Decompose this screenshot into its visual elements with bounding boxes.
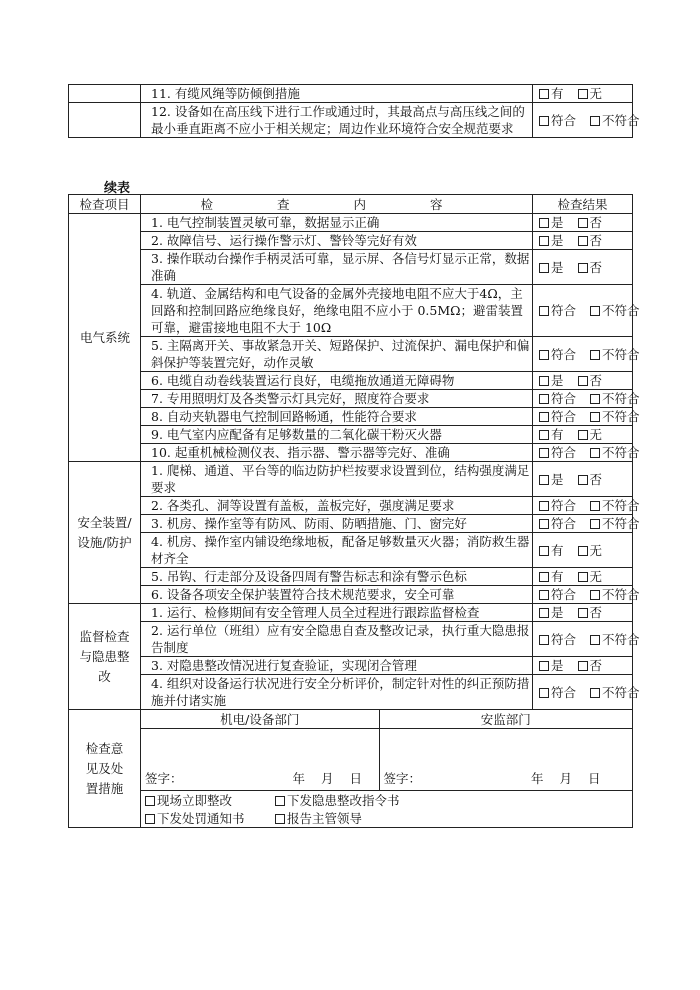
action-row	[69, 791, 633, 810]
checkbox-icon[interactable]	[590, 412, 600, 422]
checkbox-icon[interactable]	[590, 448, 600, 458]
result-cell[interactable]	[533, 657, 633, 675]
checkbox-icon[interactable]	[590, 590, 600, 600]
result-cell[interactable]	[533, 675, 640, 710]
top-table	[68, 84, 640, 138]
table-row	[69, 285, 633, 337]
option-label: 无	[589, 542, 603, 558]
sign-right[interactable]: 签字： 年 月 日	[379, 729, 632, 791]
table-row	[69, 675, 633, 710]
sign-left[interactable]: 签字： 年 月 日	[141, 729, 379, 791]
result-cell[interactable]	[533, 285, 640, 337]
checkbox-icon[interactable]	[578, 218, 588, 228]
option-label: 无	[589, 427, 603, 442]
checkbox-icon[interactable]	[578, 608, 588, 618]
checkbox-icon[interactable]	[578, 376, 588, 386]
option-label: 不符合	[602, 346, 640, 362]
checkbox-icon[interactable]	[539, 263, 549, 273]
action-row	[69, 809, 633, 828]
table-row	[69, 250, 633, 285]
checkbox-icon[interactable]	[275, 796, 285, 806]
option-label: 不符合	[602, 409, 640, 424]
checkbox-icon[interactable]	[539, 350, 549, 360]
option-label: 不符合	[602, 391, 640, 406]
option-label: 不符合	[602, 587, 640, 602]
checkbox-icon[interactable]	[578, 89, 588, 99]
table-row	[69, 103, 633, 138]
checkbox-icon[interactable]	[539, 501, 549, 511]
table-row	[69, 85, 633, 103]
checkbox-icon[interactable]	[578, 661, 588, 671]
action-penalty[interactable]: 下发处罚通知书	[145, 810, 275, 827]
checkbox-icon[interactable]	[539, 688, 549, 698]
checkbox-icon[interactable]	[145, 796, 155, 806]
table-row	[69, 586, 633, 604]
header-content: 检 查 内 容	[141, 195, 533, 214]
option-label: 否	[589, 259, 603, 275]
dept-left: 机电/设备部门	[141, 710, 379, 729]
check-content: 2. 故障信号、运行操作警示灯、警铃等完好有效	[141, 232, 533, 250]
checkbox-icon[interactable]	[539, 116, 549, 126]
checkbox-icon[interactable]	[539, 89, 549, 99]
header-result: 检查结果	[533, 195, 633, 214]
checkbox-icon[interactable]	[539, 608, 549, 618]
checkbox-icon[interactable]	[539, 376, 549, 386]
checkbox-icon[interactable]	[539, 394, 549, 404]
section-name: 监督检查与隐患整改	[69, 604, 141, 710]
option-label: 不符合	[602, 684, 640, 700]
option-label: 有	[551, 542, 564, 558]
table-row	[69, 408, 633, 426]
result-cell[interactable]	[533, 408, 640, 426]
table-row	[69, 372, 633, 390]
option-label: 符合	[551, 631, 577, 647]
checkbox-icon[interactable]	[590, 306, 600, 316]
option-label: 是	[551, 605, 564, 620]
option-label: 符合	[551, 498, 577, 513]
action-onsite[interactable]: 现场立即整改	[145, 792, 275, 809]
header-row	[69, 195, 633, 214]
option-label: 是	[551, 373, 564, 388]
result-cell[interactable]	[533, 337, 640, 372]
option-label: 符合	[551, 391, 577, 406]
result-cell[interactable]	[533, 390, 640, 408]
table-row	[69, 568, 633, 586]
result-cell[interactable]	[533, 604, 633, 622]
option-label: 不符合	[602, 516, 640, 531]
result-cell[interactable]: 符合 不符合	[533, 103, 633, 138]
check-content: 1. 运行、检修期间有安全管理人员全过程进行跟踪监督检查	[141, 604, 533, 622]
option-label: 符合	[551, 445, 577, 460]
checkbox-icon[interactable]	[539, 430, 549, 440]
table-row	[69, 390, 633, 408]
check-content: 10. 起重机械检测仪表、指示器、警示器等完好、准确	[141, 444, 533, 462]
option-label: 符合	[551, 409, 577, 424]
table-row	[69, 337, 633, 372]
item-cell	[69, 103, 141, 138]
opinion-label: 检查意见及处置措施	[69, 710, 141, 828]
result-cell[interactable]: 有 无	[533, 85, 633, 103]
checkbox-icon[interactable]	[539, 306, 549, 316]
option-label: 否	[589, 233, 603, 248]
table-row	[69, 462, 633, 497]
check-content: 1. 电气控制装置灵敏可靠，数据显示正确	[141, 214, 533, 232]
result-cell[interactable]	[533, 622, 640, 657]
check-content: 4. 机房、操作室内铺设绝缘地板，配备足够数量灭火器；消防救生器材齐全	[141, 533, 533, 568]
table-row	[69, 622, 633, 657]
result-cell[interactable]	[533, 214, 633, 232]
checkbox-icon[interactable]	[539, 448, 549, 458]
option-label: 否	[589, 215, 603, 230]
check-content: 2. 各类孔、洞等设置有盖板，盖板完好，强度满足要求	[141, 497, 533, 515]
option-label: 不符合	[602, 631, 640, 647]
check-content: 7. 专用照明灯及各类警示灯具完好，照度符合要求	[141, 390, 533, 408]
table-row	[69, 604, 633, 622]
table-row	[69, 657, 633, 675]
result-cell[interactable]	[533, 586, 640, 604]
checkbox-icon[interactable]	[590, 519, 600, 529]
continued-label: 续表	[104, 181, 131, 196]
checkbox-icon[interactable]	[590, 394, 600, 404]
item-cell	[69, 85, 141, 103]
result-cell[interactable]	[533, 533, 633, 568]
checkbox-icon[interactable]	[539, 475, 549, 485]
check-content: 3. 对隐患整改情况进行复查验证，实现闭合管理	[141, 657, 533, 675]
table-row	[69, 232, 633, 250]
option-label: 不符合	[602, 445, 640, 460]
checkbox-icon[interactable]	[578, 546, 588, 556]
option-label: 否	[589, 471, 603, 487]
checkbox-icon[interactable]	[539, 572, 549, 582]
check-content: 11. 有缆风绳等防倾倒措施	[141, 85, 533, 103]
checkbox-icon[interactable]	[578, 236, 588, 246]
option-label: 符合	[551, 516, 577, 531]
table-row	[69, 497, 633, 515]
checkbox-icon[interactable]	[539, 590, 549, 600]
result-cell[interactable]	[533, 444, 640, 462]
option-label: 是	[551, 658, 564, 673]
option-label: 符合	[551, 303, 577, 318]
check-content: 5. 主隔离开关、事故紧急开关、短路保护、过流保护、漏电保护和偏斜保护等装置完好，动作灵敏	[141, 337, 533, 372]
inspection-table	[68, 194, 640, 828]
checkbox-icon[interactable]	[539, 661, 549, 671]
result-cell[interactable]	[533, 515, 640, 533]
result-cell[interactable]	[533, 232, 633, 250]
checkbox-icon[interactable]	[539, 519, 549, 529]
option-label: 否	[589, 658, 603, 673]
result-cell[interactable]	[533, 372, 633, 390]
result-cell[interactable]	[533, 250, 633, 285]
checkbox-icon[interactable]	[539, 236, 549, 246]
checkbox-icon[interactable]	[275, 814, 285, 824]
section-name: 安全装置/设施/防护	[69, 462, 141, 604]
option-label: 否	[589, 373, 603, 388]
check-content: 6. 电缆自动卷线装置运行良好，电缆拖放通道无障碍物	[141, 372, 533, 390]
option-label: 是	[551, 259, 564, 275]
result-cell[interactable]	[533, 462, 633, 497]
checkbox-icon[interactable]	[539, 546, 549, 556]
option-label: 不符合	[602, 303, 640, 318]
check-content: 5. 吊钩、行走部分及设备四周有警告标志和涂有警示色标	[141, 568, 533, 586]
option-label: 是	[551, 233, 564, 248]
dept-right: 安监部门	[379, 710, 632, 729]
option-label: 有	[551, 427, 564, 442]
opinion-dept-row	[69, 710, 633, 791]
checkbox-icon[interactable]	[539, 412, 549, 422]
option-label: 有	[551, 569, 564, 584]
checkbox-icon[interactable]	[578, 263, 588, 273]
table-row	[69, 533, 633, 568]
checkbox-icon[interactable]	[590, 501, 600, 511]
option-label: 符合	[551, 346, 577, 362]
checkbox-icon[interactable]	[590, 688, 600, 698]
check-content: 6. 设备各项安全保护装置符合技术规范要求，安全可靠	[141, 586, 533, 604]
section-name: 电气系统	[69, 214, 141, 462]
checkbox-icon[interactable]	[539, 218, 549, 228]
result-cell[interactable]	[533, 426, 633, 444]
table-row	[69, 444, 633, 462]
checkbox-icon[interactable]	[578, 572, 588, 582]
check-content: 2. 运行单位（班组）应有安全隐患自查及整改记录，执行重大隐患报告制度	[141, 622, 533, 657]
option-label: 是	[551, 471, 564, 487]
action-report[interactable]: 报告主管领导	[275, 810, 405, 827]
option-label: 是	[551, 215, 564, 230]
result-cell[interactable]	[533, 568, 633, 586]
option-label: 不符合	[602, 498, 640, 513]
checkbox-icon[interactable]	[590, 350, 600, 360]
checkbox-icon[interactable]	[578, 475, 588, 485]
option-label: 否	[589, 605, 603, 620]
check-content: 9. 电气室内应配备有足够数量的二氧化碳干粉灭火器	[141, 426, 533, 444]
check-content: 4. 组织对设备运行状况进行安全分析评价，制定针对性的纠正预防措施并付诸实施	[141, 675, 533, 710]
table-row	[69, 214, 633, 232]
option-label: 符合	[551, 587, 577, 602]
check-content: 3. 机房、操作室等有防风、防雨、防晒措施、门、窗完好	[141, 515, 533, 533]
checkbox-icon[interactable]	[145, 814, 155, 824]
checkbox-icon[interactable]	[590, 116, 600, 126]
option-label: 符合	[551, 684, 577, 700]
table-row	[69, 515, 633, 533]
table-row	[69, 426, 633, 444]
check-content: 4. 轨道、金属结构和电气设备的金属外壳接地电阻不应大于4Ω，主回路和控制回路应绝缘良好，绝缘电阻不应小于 0.5MΩ；避雷装置可靠，避雷接地电阻不大于 10Ω	[141, 285, 533, 337]
checkbox-icon[interactable]	[578, 430, 588, 440]
option-label: 无	[589, 569, 603, 584]
result-cell[interactable]	[533, 497, 640, 515]
check-content: 3. 操作联动台操作手柄灵活可靠，显示屏、各信号灯显示正常，数据准确	[141, 250, 533, 285]
header-item: 检查项目	[69, 195, 141, 214]
check-content: 1. 爬梯、通道、平台等的临边防护栏按要求设置到位，结构强度满足要求	[141, 462, 533, 497]
checkbox-icon[interactable]	[539, 635, 549, 645]
action-notice[interactable]: 下发隐患整改指令书	[275, 792, 405, 809]
check-content: 12. 设备如在高压线下进行工作或通过时，其最高点与高压线之间的最小垂直距离不应小于相关规定；周边作业环境符合安全规范要求	[141, 103, 533, 138]
check-content: 8. 自动夹轨器电气控制回路畅通，性能符合要求	[141, 408, 533, 426]
checkbox-icon[interactable]	[590, 635, 600, 645]
